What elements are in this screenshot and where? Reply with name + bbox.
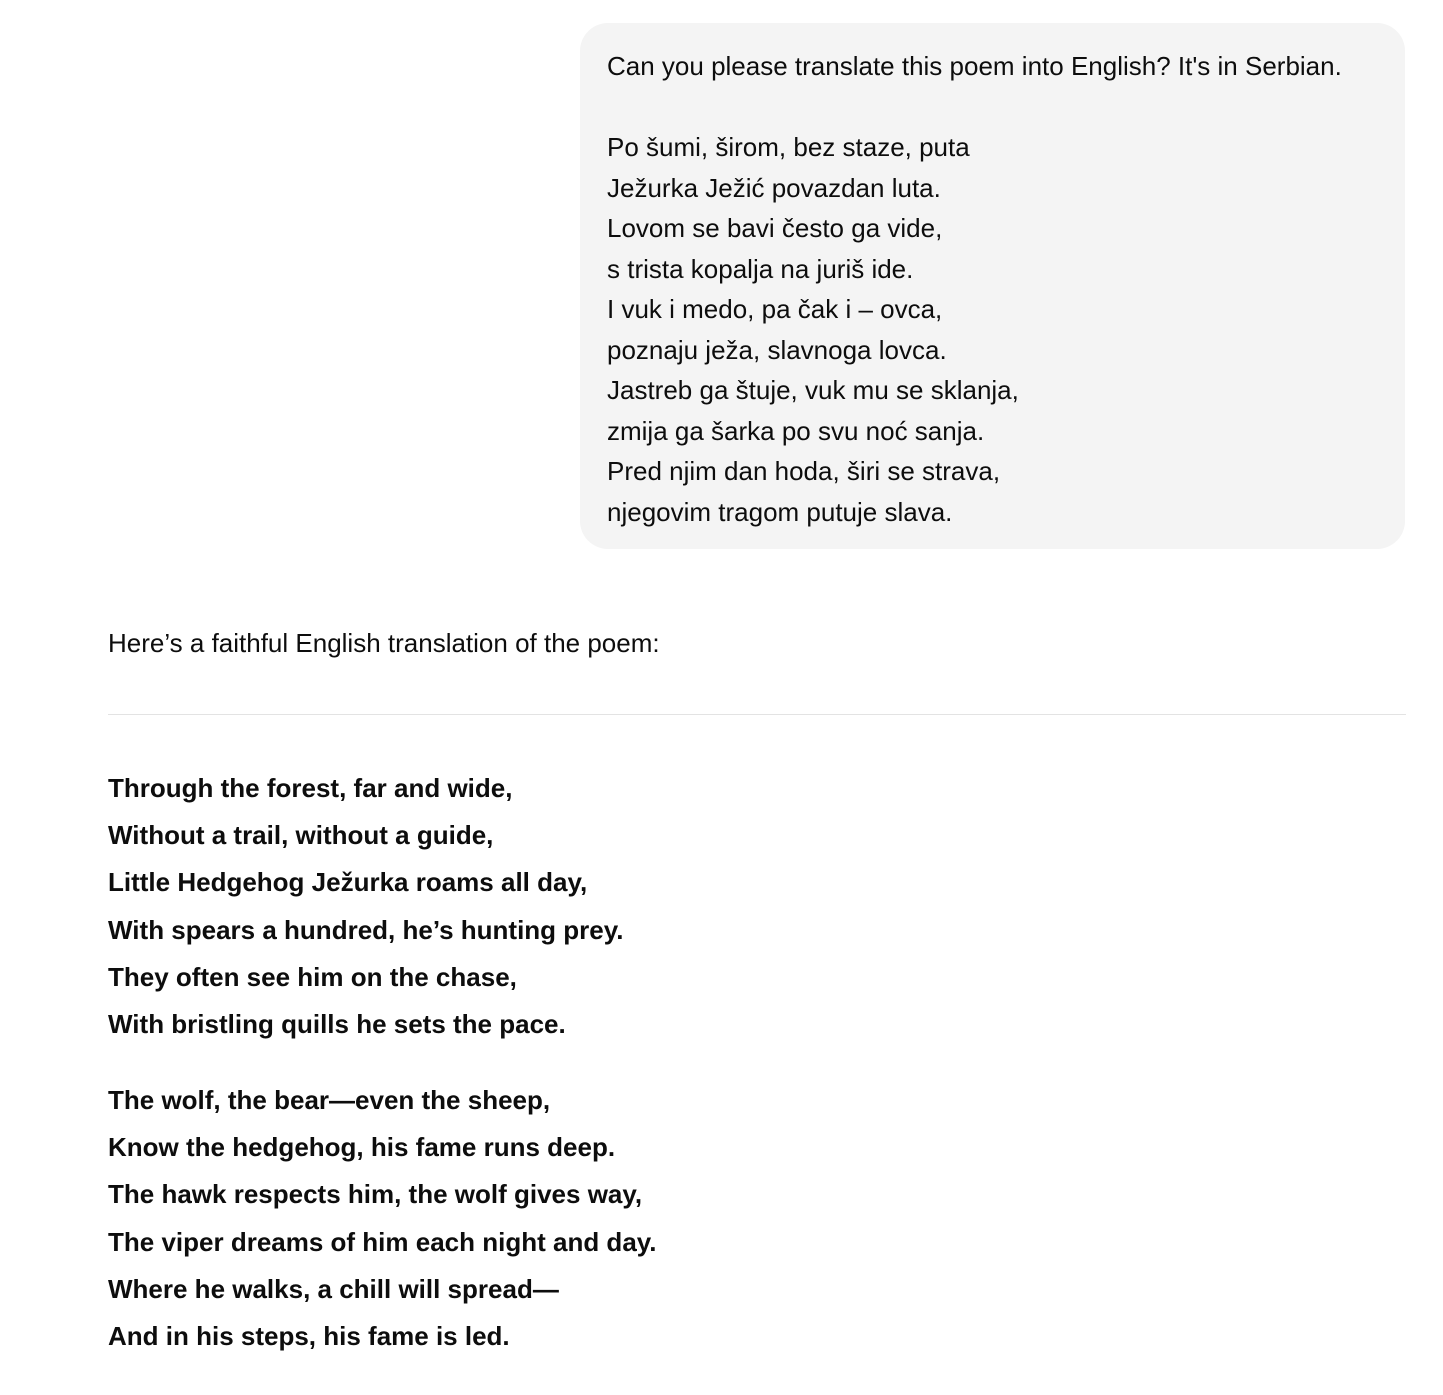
user-message-bubble: [580, 23, 1405, 549]
user-poem-line: poznaju ježa, slavnoga lovca.: [607, 334, 947, 365]
translation-stanza-2: [108, 1077, 657, 1360]
translation-line: The wolf, the bear—even the sheep,: [108, 1085, 551, 1115]
user-poem: [607, 127, 1378, 532]
translation-line: The viper dreams of him each night and day.: [108, 1226, 657, 1257]
translation-line: Know the hedgehog, his fame runs deep.: [108, 1132, 616, 1163]
user-poem-line: Ježurka Ježić povazdan luta.: [607, 172, 941, 203]
user-poem-line: Lovom se bavi često ga vide,: [607, 213, 943, 243]
user-poem-line: njegovim tragom putuje slava.: [607, 496, 953, 527]
user-poem-line: Po šumi, širom, bez staze, puta: [607, 132, 970, 162]
user-message-text: Can you please translate this poem into English? It's in Serbian.: [607, 51, 1342, 81]
translation-line: Where he walks, a chill will spread—: [108, 1273, 559, 1304]
user-poem-line: Jastreb ga štuje, vuk mu se sklanja,: [607, 375, 1019, 405]
user-poem-line: zmija ga šarka po svu noć sanja.: [607, 415, 985, 446]
user-poem-line: s trista kopalja na juriš ide.: [607, 253, 914, 284]
translation-line: Through the forest, far and wide,: [108, 773, 513, 803]
translation-line: Without a trail, without a guide,: [108, 820, 494, 851]
translation-line: The hawk respects him, the wolf gives way,: [108, 1179, 643, 1210]
translation-line: And in his steps, his fame is led.: [108, 1320, 510, 1351]
divider: [108, 714, 1406, 715]
user-poem-line: Pred njim dan hoda, širi se strava,: [607, 456, 1001, 486]
translation-line: Little Hedgehog Ježurka roams all day,: [108, 867, 588, 898]
assistant-lead-text: Here’s a faithful English translation of the poem:: [108, 628, 660, 658]
user-poem-line: I vuk i medo, pa čak i – ovca,: [607, 294, 943, 324]
translation-line: With spears a hundred, he’s hunting prey.: [108, 914, 624, 945]
translation-stanza-1: [108, 765, 624, 1048]
translation-line: With bristling quills he sets the pace.: [108, 1008, 566, 1039]
translation-line: They often see him on the chase,: [108, 961, 517, 992]
assistant-message: [108, 622, 1406, 1351]
